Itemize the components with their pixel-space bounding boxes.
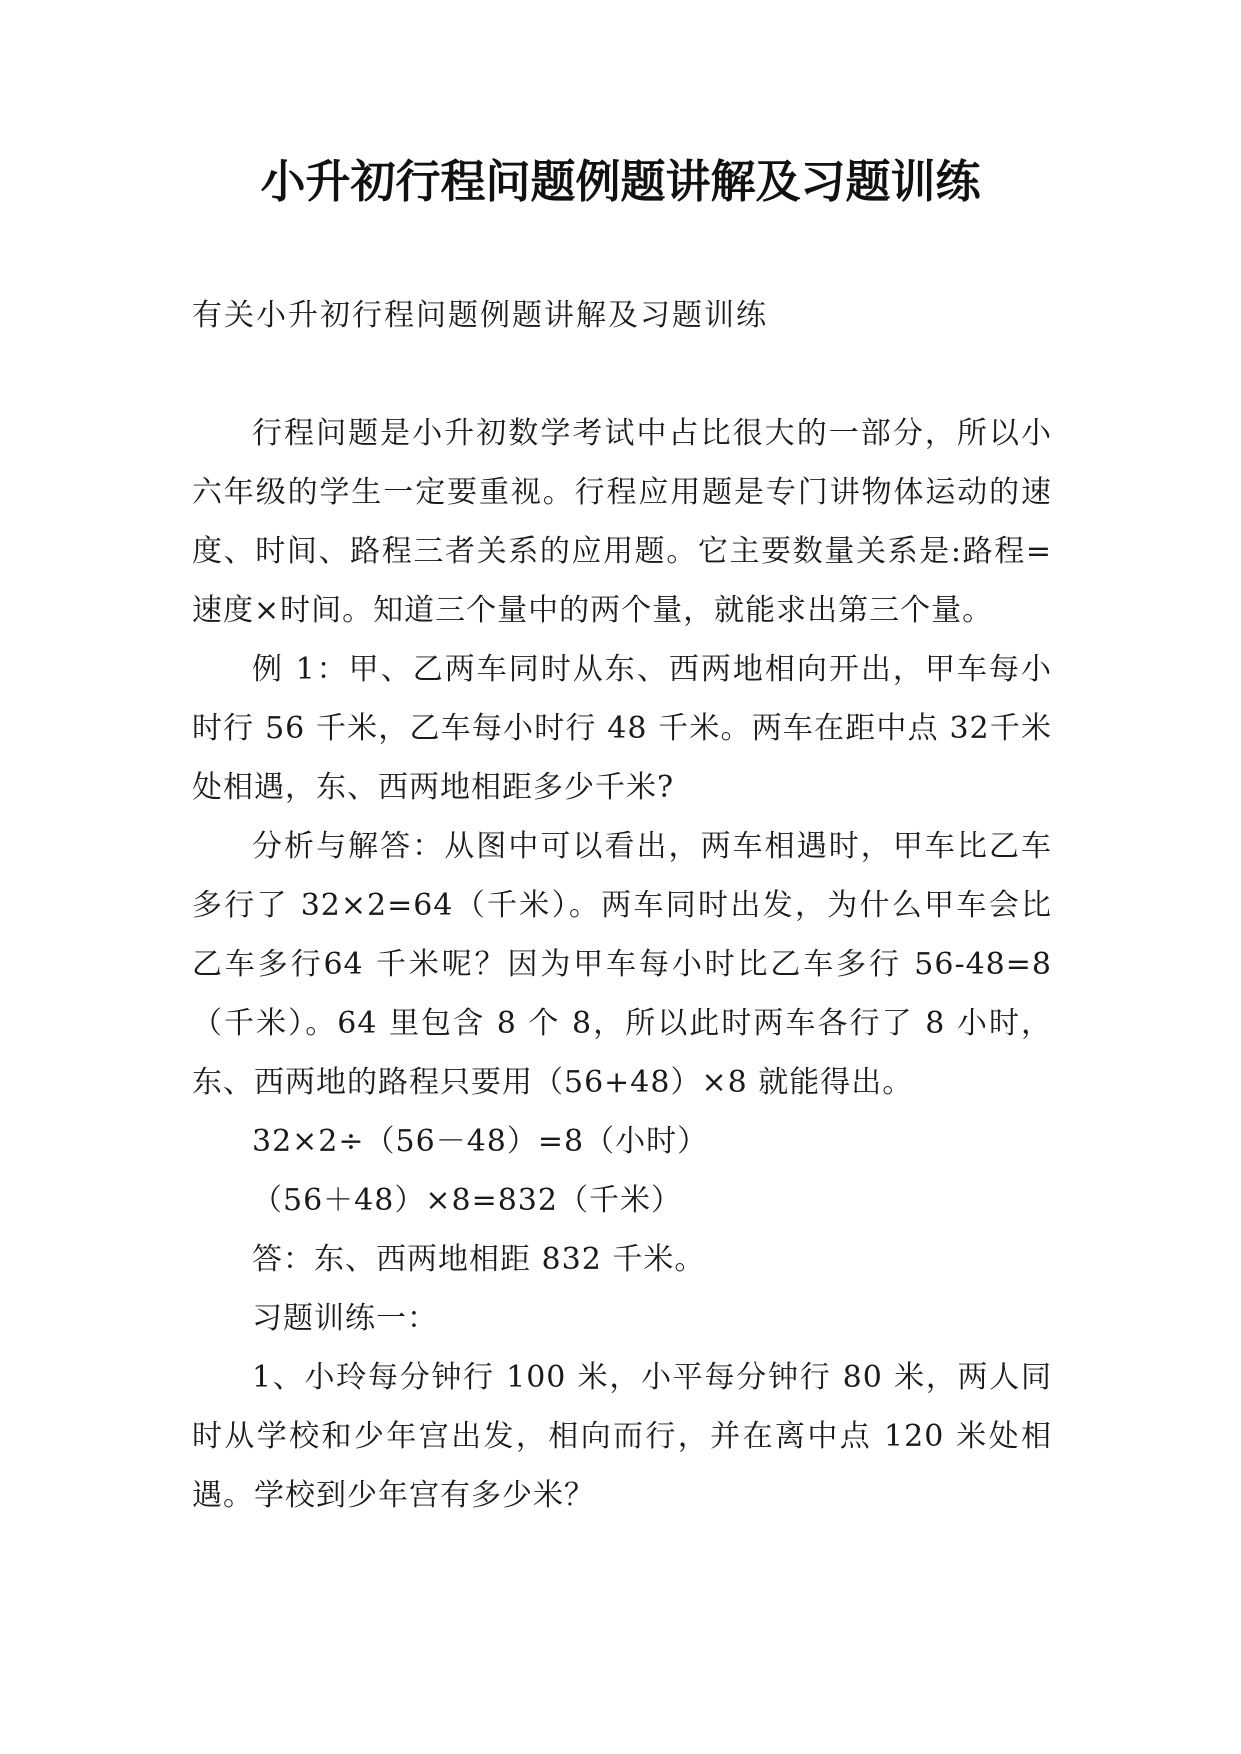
calculation-line-2: （56＋48）×8=832（千米） — [252, 1183, 682, 1218]
document-subtitle: 有关小升初行程问题例题讲解及习题训练 — [192, 298, 768, 333]
document-body — [192, 404, 1052, 1525]
example-1-analysis: 分析与解答：从图中可以看出，两车相遇时，甲车比乙车多行了 32×2=64（千米）。两车同时出发，为什么甲车会比乙车多行64 千米呢？因为甲车每小时比乙车多行 56-48=8（千米）。64 里包含 8 个 8，所以此时两车各行了 8 小时，东、西两地的路程只要用（56+48）×8 就能得出。 — [192, 829, 1052, 1100]
exercise-1-question: 1、小玲每分钟行 100 米，小平每分钟行 80 米，两人同时从学校和少年宫出发，相向而行，并在离中点 120 米处相遇。学校到少年宫有多少米？ — [192, 1360, 1052, 1513]
calculation-line-1: 32×2÷（56－48）=8（小时） — [252, 1124, 709, 1159]
exercise-heading: 习题训练一： — [252, 1301, 438, 1336]
example-1-answer: 答：东、西两地相距 832 千米。 — [252, 1242, 706, 1277]
intro-paragraph: 行程问题是小升初数学考试中占比很大的一部分，所以小六年级的学生一定要重视。行程应用题是专门讲物体运动的速度、时间、路程三者关系的应用题。它主要数量关系是:路程=速度×时间。知道三个量中的两个量，就能求出第三个量。 — [192, 416, 1052, 628]
document-title: 小升初行程问题例题讲解及习题训练 — [260, 155, 981, 208]
example-1-question: 例 1：甲、乙两车同时从东、西两地相向开出，甲车每小时行 56 千米，乙车每小时行 48 千米。两车在距中点 32千米处相遇，东、西两地相距多少千米? — [192, 652, 1052, 805]
